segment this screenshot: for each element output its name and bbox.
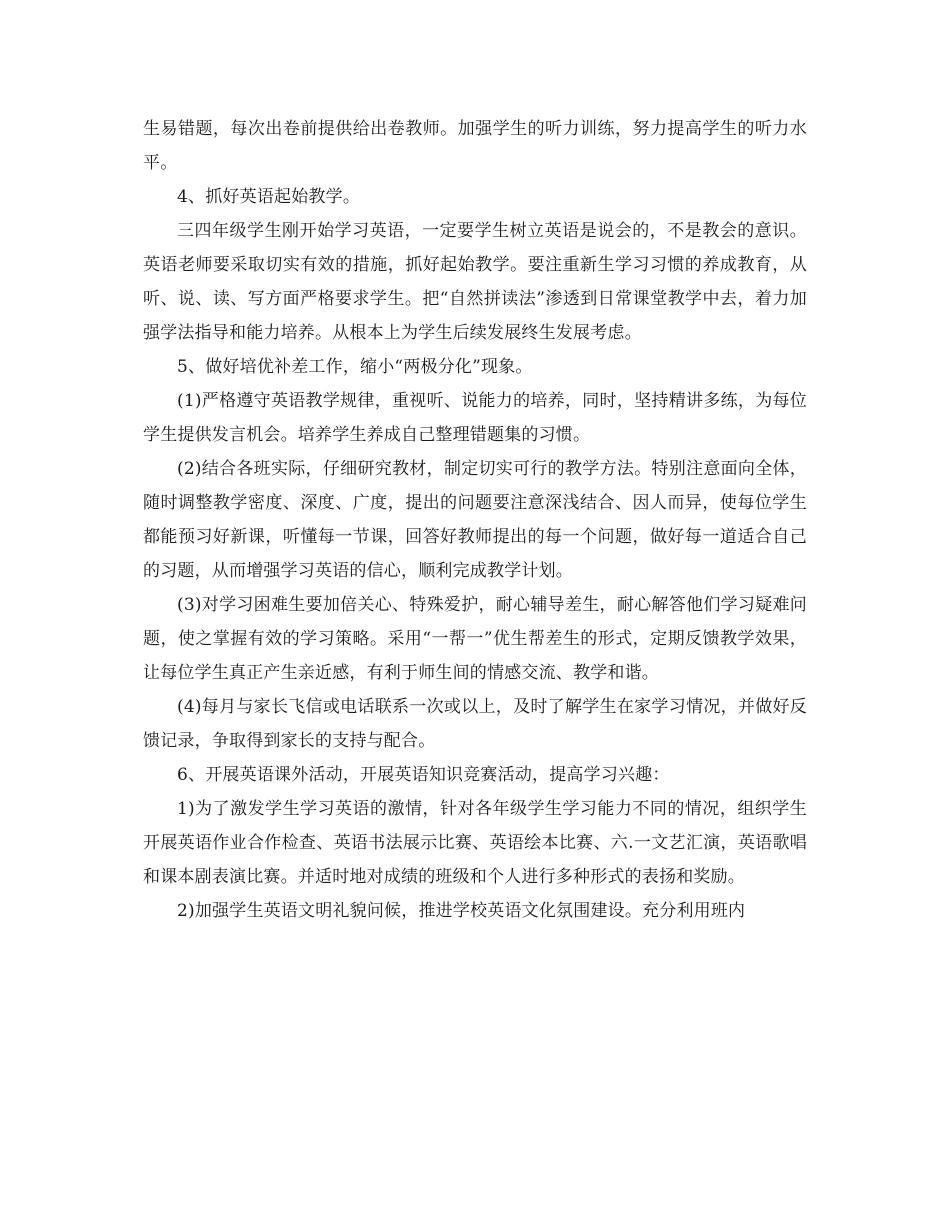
activity-item-2: 2)加强学生英语文明礼貌问候，推进学校英语文化氛围建设。充分利用班内 <box>177 901 746 921</box>
list-item-1: (1)严格遵守英语教学规律，重视听、说能力的培养，同时，坚持精讲多练，为每位学生提供发言机会。培养学生养成自己整理错题集的习惯。 <box>143 391 807 445</box>
activity-item-1: 1)为了激发学生学习英语的激情，针对各年级学生学习能力不同的情况，组织学生开展英语作业合作检查、英语书法展示比赛、英语绘本比赛、六.一文艺汇演，英语歌唱和课本剧表演比赛。并适时地对成绩的班级和个人进行多种形式的表扬和奖励。 <box>143 799 807 887</box>
section-heading-6: 6、开展英语课外活动，开展英语知识竞赛活动，提高学习兴趣： <box>177 765 670 785</box>
list-item-3: (3)对学习困难生要加倍关心、特殊爱护，耐心辅导差生，耐心解答他们学习疑难问题，使之掌握有效的学习策略。采用“一帮一”优生帮差生的形式，定期反馈教学效果，让每位学生真正产生亲近感，有利于师生间的情感交流、教学和谐。 <box>143 595 807 683</box>
document-body <box>143 112 807 928</box>
list-item-4: (4)每月与家长飞信或电话联系一次或以上，及时了解学生在家学习情况，并做好反馈记录，争取得到家长的支持与配合。 <box>143 697 807 751</box>
section-heading-4: 4、抓好英语起始教学。 <box>177 187 361 207</box>
section-heading-5: 5、做好培优补差工作，缩小“两极分化”现象。 <box>177 357 533 377</box>
paragraph-continuation: 生易错题，每次出卷前提供给出卷教师。加强学生的听力训练，努力提高学生的听力水平。 <box>143 119 807 173</box>
paragraph-start-teaching: 三四年级学生刚开始学习英语，一定要学生树立英语是说会的，不是教会的意识。英语老师要采取切实有效的措施，抓好起始教学。要注重新生学习习惯的养成教育，从听、说、读、写方面严格要求学生。把“自然拼读法”渗透到日常课堂教学中去，着力加强学法指导和能力培养。从根本上为学生后续发展终生发展考虑。 <box>143 221 807 343</box>
list-item-2: (2)结合各班实际，仔细研究教材，制定切实可行的教学方法。特别注意面向全体，随时调整教学密度、深度、广度，提出的问题要注意深浅结合、因人而异，使每位学生都能预习好新课，听懂每一节课，回答好教师提出的每一个问题，做好每一道适合自己的习题，从而增强学习英语的信心，顺利完成教学计划。 <box>143 459 807 581</box>
